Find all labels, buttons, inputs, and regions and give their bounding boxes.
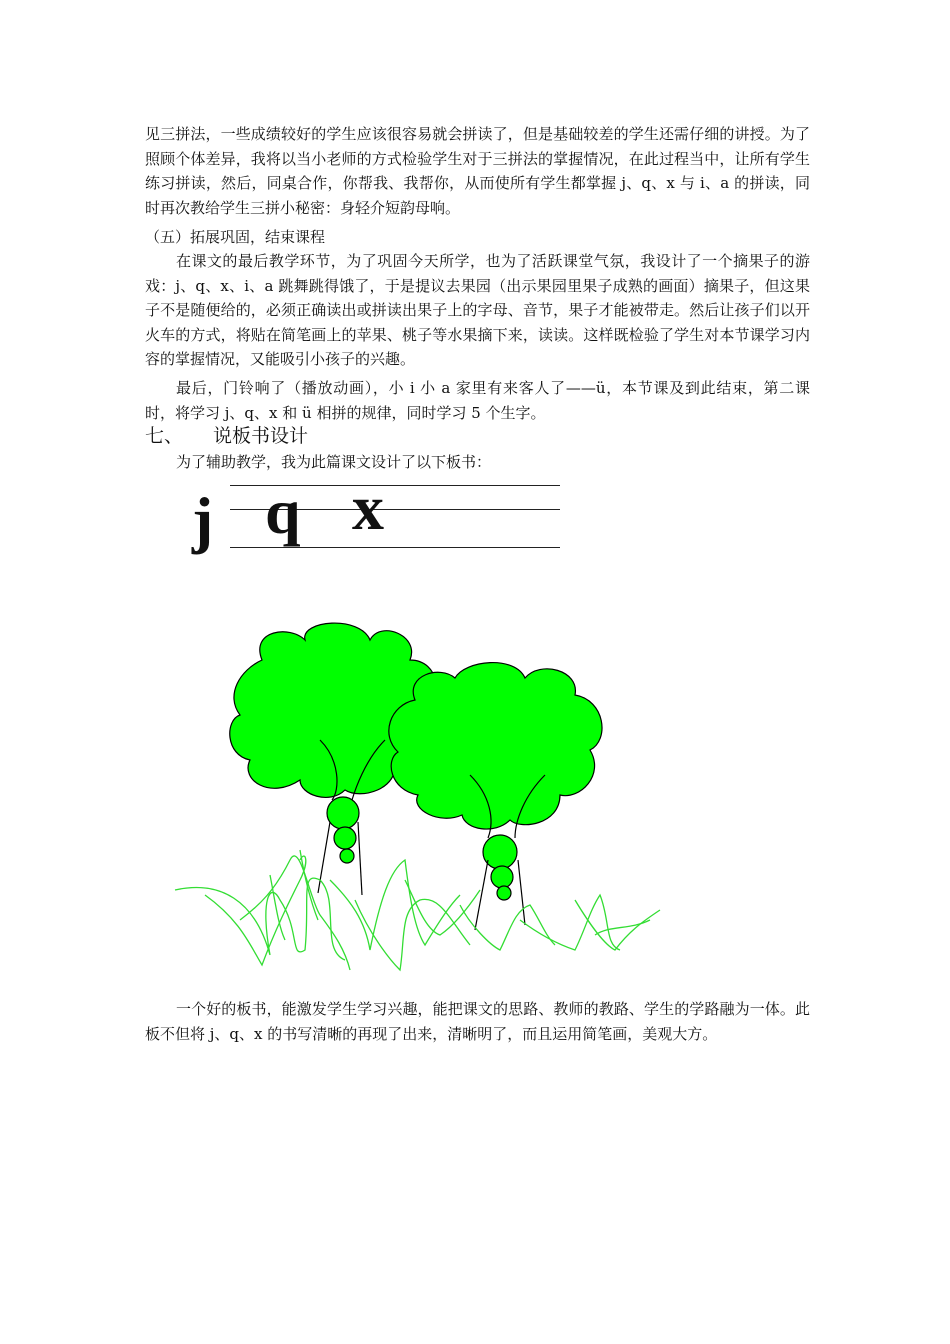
section-5-heading: （五）拓展巩固，结束课程	[145, 228, 326, 246]
paragraph-board-intro: 为了辅助教学，我为此篇课文设计了以下板书：	[176, 453, 492, 471]
tree-right-canopy	[389, 663, 602, 829]
board-letter-x: x	[352, 472, 384, 543]
paragraph-board-summary: 一个好的板书，能激发学生学习兴趣，能把课文的思路、教师的教路、学生的学路融为一体。此板不但将 j、q、x 的书写清晰的再现了出来，清晰明了，而且运用简笔画，美观大方。	[145, 1000, 810, 1043]
section-7-title: 说板书设计	[213, 425, 309, 447]
guide-line-bottom	[230, 547, 560, 548]
trees-grass-illustration	[170, 620, 670, 980]
section-7-heading	[145, 424, 308, 448]
grass	[175, 850, 660, 970]
board-letter-j: j	[192, 484, 214, 555]
tree-right	[389, 663, 602, 930]
paragraph-three-spelling: 见三拼法，一些成绩较好的学生应该很容易就会拼读了，但是基础较差的学生还需仔细的讲授。为了照顾个体差异，我将以当小老师的方式检验学生对于三拼法的掌握情况，在此过程当中，让所有学生练习拼读，然后，同桌合作，你帮我、我帮你，从而使所有学生都掌握 j、q、x 与 i、a 的拼读，同时再次教给学生三拼小秘密：身轻介短韵母响。	[145, 125, 810, 217]
board-letter-q: q	[265, 476, 301, 547]
section-7-number: 七、	[145, 425, 184, 447]
paragraph-ending: 最后，门铃响了（播放动画），小 i 小 a 家里有来客人了——ü，本节课及到此结束，第二课时，将学习 j、q、x 和 ü 相拼的规律，同时学习 5 个生字。	[145, 379, 810, 422]
paragraph-fruit-game: 在课文的最后教学环节，为了巩固今天所学，也为了活跃课堂气氛，我设计了一个摘果子的游戏：j、q、x、i、a 跳舞跳得饿了，于是提议去果园（出示果园里果子成熟的画面）摘果子，但这果子不是随便给的，必须正确读出或拼读出果子上的字母、音节，果子才能被带走。然后让孩子们以开火车的方式，将贴在简笔画上的苹果、桃子等水果摘下来，读读。这样既检验了学生对本节课学习内容的掌握情况，又能吸引小孩子的兴趣。	[145, 252, 810, 368]
